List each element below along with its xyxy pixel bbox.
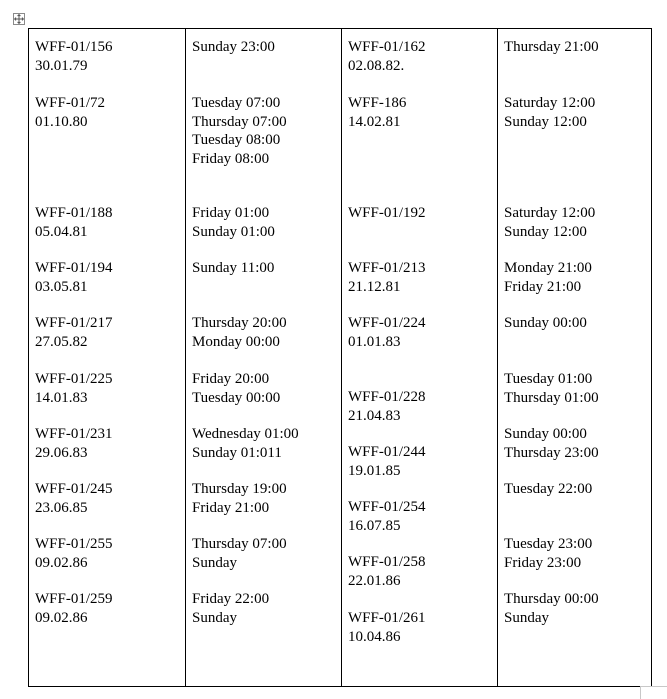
entry-line: Sunday [504,609,549,626]
table-entry[interactable] [192,370,337,407]
entry-line: 29.06.83 [35,444,88,461]
table-entry[interactable] [504,259,647,296]
entry-line: WFF-01/156 [35,39,113,55]
entry-line: 30.01.79 [35,57,88,74]
table-entry[interactable] [348,609,493,646]
entry-line: Sunday [192,554,237,571]
table-entry[interactable] [348,443,493,480]
table-entry[interactable] [348,204,493,223]
entry-line: WFF-186 [348,95,407,111]
entry-line: WFF-01/224 [348,315,426,331]
table-entry[interactable] [504,535,647,572]
table-entry[interactable] [35,259,181,296]
entry-line: Sunday 11:00 [192,260,275,276]
table-entry[interactable] [504,370,647,407]
entry-line: WFF-01/192 [348,205,426,221]
entry-line: Sunday 12:00 [504,223,587,240]
entry-line: 21.04.83 [348,407,401,424]
table-entry[interactable] [35,38,181,75]
entry-line: Friday 21:00 [504,278,582,295]
schedule-table [28,28,652,687]
entry-line: WFF-01/228 [348,389,426,405]
entry-line: Tuesday 22:00 [504,481,593,497]
table-entry[interactable] [504,425,647,462]
table-entry[interactable] [192,535,337,572]
entry-line: Monday 21:00 [504,260,592,276]
entry-line: Thursday 01:00 [504,389,599,406]
entry-line: Thursday 21:00 [504,39,599,55]
entry-line: Thursday 23:00 [504,444,599,461]
entry-line: 19.01.85 [348,462,401,479]
entry-line: Tuesday 08:00 [192,132,281,148]
entry-line: 16.07.85 [348,517,401,534]
entry-line: Sunday [192,609,237,626]
entry-line: WFF-01/225 [35,371,113,387]
entry-line: 02.08.82. [348,57,405,74]
entry-line: WFF-01/245 [35,481,113,497]
table-entry[interactable] [192,38,337,57]
entry-line: Sunday 23:00 [192,39,275,55]
table-entry[interactable] [504,314,647,333]
entry-line: WFF-01/72 [35,95,106,111]
table-resize-handle[interactable] [640,686,667,699]
table-entry[interactable] [192,425,337,462]
table-entry[interactable] [35,480,181,517]
entry-line: Friday 20:00 [192,371,270,387]
entry-line: 10.04.86 [348,628,401,645]
table-entry[interactable] [35,425,181,462]
entry-line: 27.05.82 [35,333,88,350]
table-column-4 [497,29,651,686]
entry-line: Tuesday 00:00 [192,389,281,406]
table-entry[interactable] [348,388,493,425]
entry-line: Tuesday 01:00 [504,371,593,387]
table-move-handle-icon[interactable] [13,13,25,25]
table-entry[interactable] [504,590,647,627]
table-entry[interactable] [35,590,181,627]
entry-line: WFF-01/244 [348,444,426,460]
entry-line: Thursday 07:00 [192,113,287,130]
table-entry[interactable] [348,498,493,535]
entry-line: Saturday 12:00 [504,205,596,221]
entry-line: Sunday 00:00 [504,315,587,331]
entry-line: 01.01.83 [348,333,401,350]
entry-line: 09.02.86 [35,554,88,571]
entry-line: Thursday 20:00 [192,315,287,331]
table-entry[interactable] [192,204,337,241]
entry-line: WFF-01/162 [348,39,426,55]
entry-line: 22.01.86 [348,572,401,589]
entry-line: 14.02.81 [348,113,401,130]
entry-line: 01.10.80 [35,113,88,130]
table-entry[interactable] [192,314,337,351]
entry-line: WFF-01/188 [35,205,113,221]
entry-line: 05.04.81 [35,223,88,240]
table-entry[interactable] [504,94,647,131]
entry-line: WFF-01/258 [348,554,426,570]
entry-line: Tuesday 07:00 [192,95,281,111]
table-entry[interactable] [192,480,337,517]
entry-line: 09.02.86 [35,609,88,626]
entry-line: WFF-01/231 [35,426,113,442]
entry-line: WFF-01/213 [348,260,426,276]
entry-line: Sunday 01:00 [192,223,275,240]
entry-line: Friday 01:00 [192,205,270,221]
table-entry[interactable] [348,259,493,296]
table-entry[interactable] [504,480,647,499]
table-entry[interactable] [35,94,181,131]
entry-line: 03.05.81 [35,278,88,295]
entry-line: WFF-01/217 [35,315,113,331]
entry-line: Tuesday 23:00 [504,536,593,552]
entry-line: WFF-01/259 [35,591,113,607]
entry-line: Saturday 12:00 [504,95,596,111]
table-entry[interactable] [192,590,337,627]
entry-line: Sunday 12:00 [504,113,587,130]
table-entry[interactable] [35,535,181,572]
entry-line: Thursday 00:00 [504,591,599,607]
table-entry[interactable] [35,314,181,351]
table-entry[interactable] [192,259,337,278]
entry-line: Wednesday 01:00 [192,426,299,442]
table-column-2 [185,29,341,686]
entry-line: Sunday 01:011 [192,444,282,461]
table-entry[interactable] [192,94,337,168]
entry-line: 14.01.83 [35,389,88,406]
entry-line: 21.12.81 [348,278,401,295]
entry-line: Friday 22:00 [192,591,270,607]
table-entry[interactable] [348,94,493,131]
entry-line: Thursday 07:00 [192,536,287,552]
table-entry[interactable] [348,38,493,75]
entry-line: Monday 00:00 [192,333,280,350]
entry-line: 23.06.85 [35,499,88,516]
entry-line: Friday 21:00 [192,499,270,516]
table-entry[interactable] [348,314,493,351]
table-entry[interactable] [504,204,647,241]
entry-line: Friday 23:00 [504,554,582,571]
table-entry[interactable] [35,370,181,407]
entry-line: WFF-01/261 [348,610,426,626]
entry-line: Thursday 19:00 [192,481,287,497]
table-entry[interactable] [35,204,181,241]
entry-line: WFF-01/254 [348,499,426,515]
entry-line: Friday 08:00 [192,150,270,167]
entry-line: WFF-01/255 [35,536,113,552]
table-column-3 [341,29,497,686]
table-column-1 [29,29,185,686]
table-entry[interactable] [348,553,493,590]
entry-line: Sunday 00:00 [504,426,587,442]
table-entry[interactable] [504,38,647,57]
entry-line: WFF-01/194 [35,260,113,276]
